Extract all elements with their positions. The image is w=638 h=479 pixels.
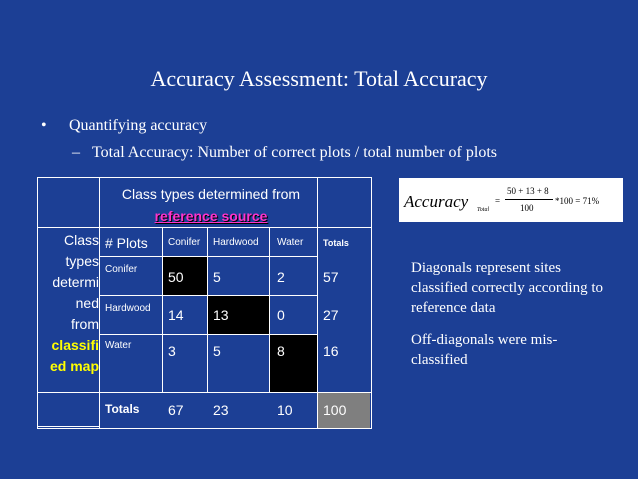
col-header-conifer: Conifer bbox=[168, 237, 201, 248]
totals-label: Totals bbox=[105, 402, 140, 416]
col-header-water: Water bbox=[277, 237, 304, 248]
col-header-totals: Totals bbox=[323, 238, 349, 248]
cell-value: 57 bbox=[323, 269, 339, 285]
cell-value: 27 bbox=[323, 307, 339, 323]
row-header-line: types bbox=[65, 253, 99, 269]
cell-value: 5 bbox=[213, 343, 221, 359]
formula-equals: = bbox=[495, 196, 501, 206]
cell-value: 14 bbox=[168, 307, 184, 323]
formula-denominator: 100 bbox=[520, 203, 534, 213]
row-label-conifer: Conifer bbox=[105, 264, 138, 275]
row-header-highlight: classifi bbox=[51, 337, 99, 353]
row-header-line: Class bbox=[63, 232, 99, 248]
fraction-bar bbox=[505, 199, 553, 200]
slide-title: Accuracy Assessment: Total Accuracy bbox=[150, 66, 488, 91]
col-header-hardwood: Hardwood bbox=[213, 237, 259, 248]
row-label-hardwood: Hardwood bbox=[105, 303, 151, 314]
sub-bullet-text: Total Accuracy: Number of correct plots / total number of plots bbox=[92, 144, 497, 161]
cell-value: 8 bbox=[277, 343, 285, 359]
confusion-matrix-table bbox=[37, 177, 372, 429]
cell-value: 5 bbox=[213, 269, 221, 285]
formula-result: *100 = 71% bbox=[555, 196, 600, 206]
formula-numerator: 50 + 13 + 8 bbox=[507, 186, 549, 196]
formula-word: Accuracy bbox=[404, 192, 469, 211]
cell-value: 2 bbox=[277, 269, 285, 285]
column-group-title: Class types determined from bbox=[121, 186, 301, 202]
bullet-marker: • bbox=[41, 117, 47, 134]
row-header-line: from bbox=[71, 316, 99, 332]
accuracy-formula bbox=[399, 178, 623, 222]
reference-source-label: reference source bbox=[154, 208, 268, 224]
cell-value: 13 bbox=[213, 307, 229, 323]
cell-value: 3 bbox=[168, 343, 176, 359]
cell-value: 16 bbox=[323, 343, 339, 359]
bullet-text: Quantifying accuracy bbox=[69, 117, 208, 134]
sub-bullet-total-accuracy bbox=[72, 144, 497, 162]
formula-subscript: Total bbox=[477, 207, 490, 213]
total-value: 10 bbox=[277, 402, 293, 418]
row-group-header bbox=[37, 230, 99, 377]
row-label-water: Water bbox=[105, 340, 132, 351]
column-group-header bbox=[99, 183, 323, 227]
grand-total-value: 100 bbox=[323, 402, 347, 418]
corner-header: # Plots bbox=[105, 235, 148, 251]
cell-value: 50 bbox=[168, 269, 184, 285]
bullet-quantifying bbox=[41, 117, 207, 135]
sub-bullet-marker: – bbox=[72, 144, 80, 161]
note-diagonals: Diagonals represent sites classified correctly according to reference data bbox=[411, 260, 603, 316]
row-header-line: determi bbox=[52, 274, 99, 290]
note-off-diagonals: Off-diagonals were mis-classified bbox=[411, 332, 558, 368]
row-header-highlight: ed map bbox=[49, 358, 99, 374]
total-value: 23 bbox=[213, 402, 229, 418]
cell-value: 0 bbox=[277, 307, 285, 323]
total-value: 67 bbox=[168, 402, 184, 418]
row-header-line: ned bbox=[75, 295, 99, 311]
